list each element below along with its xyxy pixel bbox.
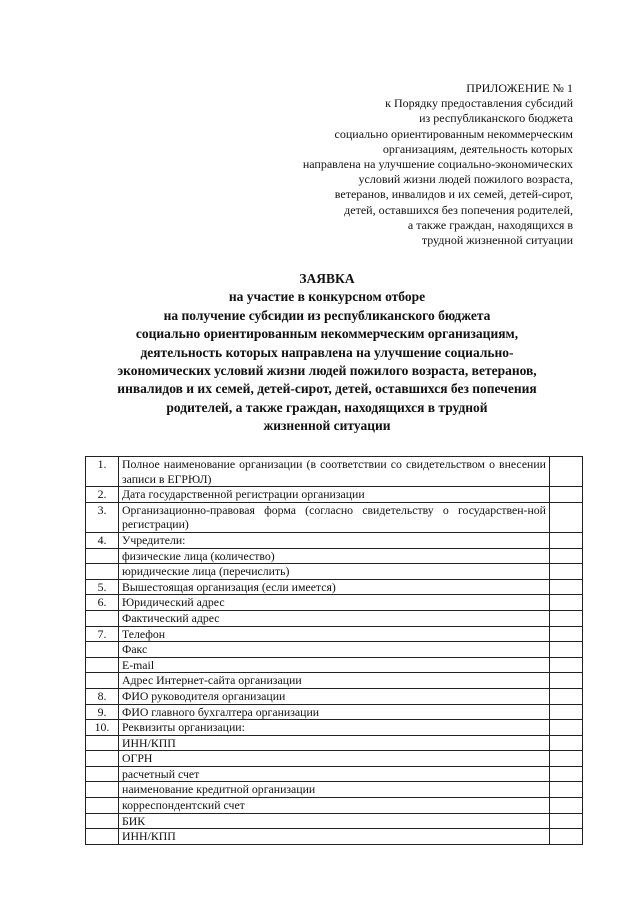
row-label: ФИО главного бухгалтера организации [119, 704, 550, 720]
row-number [86, 829, 119, 845]
row-label: Факс [119, 642, 550, 658]
table-row [86, 688, 583, 704]
row-value-cell[interactable] [550, 673, 583, 689]
row-number: 4. [86, 532, 119, 548]
row-label: ФИО руководителя организации [119, 688, 550, 704]
row-number: 7. [86, 626, 119, 642]
row-value-cell[interactable] [550, 595, 583, 611]
title-line: деятельность которых направлена на улучшение социально- [140, 344, 514, 360]
row-value-cell[interactable] [550, 688, 583, 704]
appendix-line: к Порядку предоставления субсидий [385, 96, 573, 111]
row-label: Организационно-правовая форма (согласно свидетельству о государствен-ной регистрации) [119, 502, 550, 532]
table-row [86, 610, 583, 626]
table-row [86, 798, 583, 814]
table-row [86, 579, 583, 595]
row-value-cell[interactable] [550, 766, 583, 782]
row-number [86, 798, 119, 814]
row-label: ИНН/КПП [119, 829, 550, 845]
row-label: ОГРН [119, 751, 550, 767]
document-title [85, 270, 569, 436]
row-value-cell[interactable] [550, 782, 583, 798]
row-value-cell[interactable] [550, 548, 583, 564]
row-label: физические лица (количество) [119, 548, 550, 564]
row-number [86, 564, 119, 580]
title-line: на участие в конкурсном отборе [228, 289, 426, 305]
row-value-cell[interactable] [550, 751, 583, 767]
table-row [86, 487, 583, 503]
row-number [86, 813, 119, 829]
row-value-cell[interactable] [550, 657, 583, 673]
row-label: расчетный счет [119, 766, 550, 782]
row-label: Вышестоящая организация (если имеется) [119, 579, 550, 595]
title-line: экономических условий жизни людей пожилого возраста, ветеранов, [117, 363, 537, 379]
row-number: 2. [86, 487, 119, 503]
table-row [86, 595, 583, 611]
appendix-line: ПРИЛОЖЕНИЕ № 1 [466, 81, 573, 95]
table-row [86, 626, 583, 642]
title-line: социально ориентированным некоммерческим организациям, [135, 326, 519, 342]
table-row [86, 704, 583, 720]
row-value-cell[interactable] [550, 487, 583, 503]
appendix-line: ветеранов, инвалидов и их семей, детей-сирот, [334, 187, 573, 202]
row-value-cell[interactable] [550, 642, 583, 658]
appendix-block [243, 81, 573, 248]
table-row [86, 657, 583, 673]
row-value-cell[interactable] [550, 798, 583, 814]
row-label: Реквизиты организации: [119, 720, 550, 736]
appendix-line: направлена на улучшение социально-экономических [302, 157, 573, 172]
row-number: 6. [86, 595, 119, 611]
row-label: наименование кредитной организации [119, 782, 550, 798]
row-value-cell[interactable] [550, 532, 583, 548]
appendix-line: трудной жизненной ситуации [421, 233, 573, 248]
row-number [86, 610, 119, 626]
table-row [86, 782, 583, 798]
row-label: Фактический адрес [119, 610, 550, 626]
row-value-cell[interactable] [550, 610, 583, 626]
application-form-table [85, 456, 583, 845]
row-label: юридические лица (перечислить) [119, 564, 550, 580]
row-label: БИК [119, 813, 550, 829]
row-number: 5. [86, 579, 119, 595]
row-number [86, 548, 119, 564]
row-label: E-mail [119, 657, 550, 673]
title-line: родителей, а также граждан, находящихся в трудной [166, 399, 488, 415]
table-row [86, 642, 583, 658]
appendix-line: социально ориентированным некоммерческим [334, 126, 573, 141]
table-row [86, 766, 583, 782]
appendix-line: детей, оставшихся без попечения родителей, [344, 202, 573, 217]
row-label: Дата государственной регистрации организации [119, 487, 550, 503]
row-label: ИНН/КПП [119, 735, 550, 751]
row-value-cell[interactable] [550, 813, 583, 829]
row-value-cell[interactable] [550, 564, 583, 580]
row-label: Юридический адрес [119, 595, 550, 611]
row-number: 8. [86, 688, 119, 704]
row-value-cell[interactable] [550, 457, 583, 487]
row-value-cell[interactable] [550, 829, 583, 845]
table-row [86, 457, 583, 487]
table-row [86, 532, 583, 548]
row-label: Телефон [119, 626, 550, 642]
row-number: 3. [86, 502, 119, 532]
row-number: 10. [86, 720, 119, 736]
row-number [86, 751, 119, 767]
row-label: Полное наименование организации (в соответствии со свидетельством о внесении записи в ЕГРЮЛ) [119, 457, 550, 487]
row-label: Учредители: [119, 532, 550, 548]
appendix-line: а также граждан, находящихся в [407, 217, 573, 232]
row-number: 9. [86, 704, 119, 720]
title-line: инвалидов и их семей, детей-сирот, детей, оставшихся без попечения [117, 381, 537, 397]
table-row [86, 720, 583, 736]
row-value-cell[interactable] [550, 720, 583, 736]
row-value-cell[interactable] [550, 704, 583, 720]
appendix-line: организациям, деятельность которых [382, 141, 573, 156]
row-number [86, 642, 119, 658]
row-number [86, 673, 119, 689]
table-row [86, 829, 583, 845]
appendix-line: из республиканского бюджета [419, 111, 573, 126]
row-number [86, 782, 119, 798]
table-row [86, 502, 583, 532]
table-row [86, 813, 583, 829]
title-line: на получение субсидии из республиканского бюджета [163, 307, 491, 323]
title-line: жизненной ситуации [263, 418, 391, 434]
table-row [86, 735, 583, 751]
table-row [86, 673, 583, 689]
form-table-body [86, 457, 583, 845]
table-row [86, 564, 583, 580]
row-number [86, 735, 119, 751]
row-value-cell[interactable] [550, 626, 583, 642]
row-number: 1. [86, 457, 119, 487]
title-heading: ЗАЯВКА [299, 271, 355, 286]
table-row [86, 751, 583, 767]
row-label: корреспондентский счет [119, 798, 550, 814]
row-number [86, 657, 119, 673]
row-value-cell[interactable] [550, 502, 583, 532]
row-number [86, 766, 119, 782]
row-value-cell[interactable] [550, 735, 583, 751]
row-value-cell[interactable] [550, 579, 583, 595]
table-row [86, 548, 583, 564]
appendix-line: условий жизни людей пожилого возраста, [358, 172, 573, 187]
row-label: Адрес Интернет-сайта организации [119, 673, 550, 689]
